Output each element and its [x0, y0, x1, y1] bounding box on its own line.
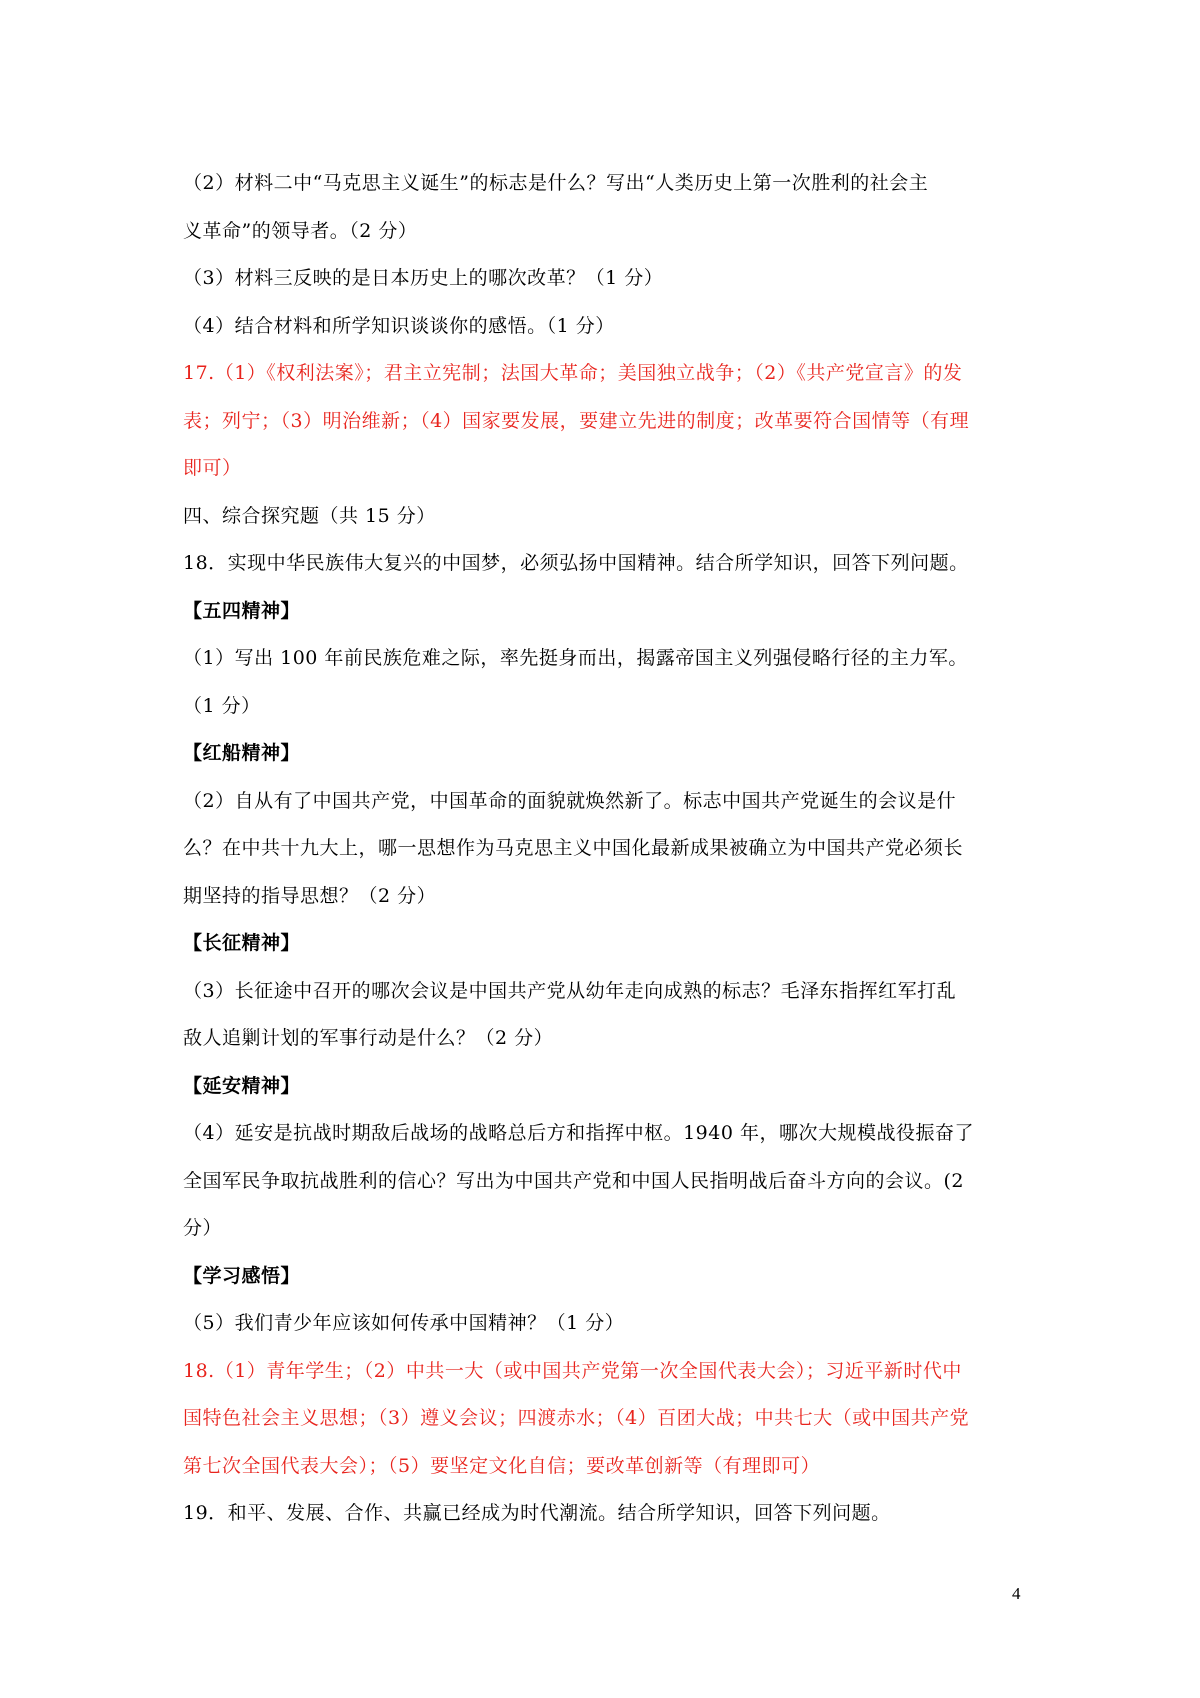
answer-line: 国特色社会主义思想；（3）遵义会议；四渡赤水；（4）百团大战；中共七大（或中国共产党 — [183, 1407, 970, 1429]
text-line: （1 分） — [183, 694, 261, 717]
text-line: 义革命”的领导者。（2 分） — [183, 219, 418, 242]
section-heading: 【五四精神】 — [183, 599, 301, 622]
text-line: 四、综合探究题（共 15 分） — [183, 504, 436, 527]
answer-line: 第七次全国代表大会）；（5）要坚定文化自信；要改革创新等（有理即可） — [183, 1454, 821, 1477]
text-line: 么？在中共十九大上，哪一思想作为马克思主义中国化最新成果被确立为中国共产党必须长 — [183, 837, 964, 859]
text-line: 全国军民争取抗战胜利的信心？写出为中国共产党和中国人民指明战后奋斗方向的会议。(2 — [183, 1169, 965, 1192]
text-line: （4）延安是抗战时期敌后战场的战略总后方和指挥中枢。1940 年，哪次大规模战役振奋了 — [183, 1122, 974, 1144]
text-line: 18．实现中华民族伟大复兴的中国梦，必须弘扬中国精神。结合所学知识，回答下列问题。 — [183, 552, 969, 574]
section-heading: 【长征精神】 — [183, 932, 301, 954]
answer-line: 17.（1）《权利法案》；君主立宪制；法国大革命；美国独立战争；（2）《共产党宣言》的发 — [183, 362, 963, 384]
answer-line: 表；列宁；（3）明治维新；（4）国家要发展，要建立先进的制度；改革要符合国情等（有理 — [183, 409, 970, 432]
answer-line: 即可） — [183, 457, 242, 479]
section-heading: 【红船精神】 — [183, 742, 301, 764]
text-line: 分） — [183, 1217, 223, 1239]
document-body — [183, 160, 1028, 1538]
page-number: 4 — [1012, 1584, 1021, 1603]
text-line: 敌人追剿计划的军事行动是什么？（2 分） — [183, 1027, 554, 1049]
section-heading: 【学习感悟】 — [183, 1264, 301, 1287]
text-line: 19．和平、发展、合作、共赢已经成为时代潮流。结合所学知识，回答下列问题。 — [183, 1502, 891, 1524]
text-line: （5）我们青少年应该如何传承中国精神？（1 分） — [183, 1312, 625, 1334]
text-line: （2）材料二中“马克思主义诞生”的标志是什么？写出“人类历史上第一次胜利的社会主 — [183, 172, 929, 194]
answer-line: 18.（1）青年学生；（2）中共一大（或中国共产党第一次全国代表大会）；习近平新时代中 — [183, 1359, 962, 1382]
text-line: （3）材料三反映的是日本历史上的哪次改革？（1 分） — [183, 267, 664, 289]
text-line: （1）写出 100 年前民族危难之际，率先挺身而出，揭露帝国主义列强侵略行径的主力军。 — [183, 647, 968, 669]
text-line: 期坚持的指导思想？（2 分） — [183, 884, 437, 907]
text-line: （4）结合材料和所学知识谈谈你的感悟。（1 分） — [183, 314, 615, 337]
section-heading: 【延安精神】 — [183, 1074, 301, 1097]
text-line: （2）自从有了中国共产党，中国革命的面貌就焕然新了。标志中国共产党诞生的会议是什 — [183, 789, 957, 812]
text-line: （3）长征途中召开的哪次会议是中国共产党从幼年走向成熟的标志？毛泽东指挥红军打乱 — [183, 979, 957, 1002]
